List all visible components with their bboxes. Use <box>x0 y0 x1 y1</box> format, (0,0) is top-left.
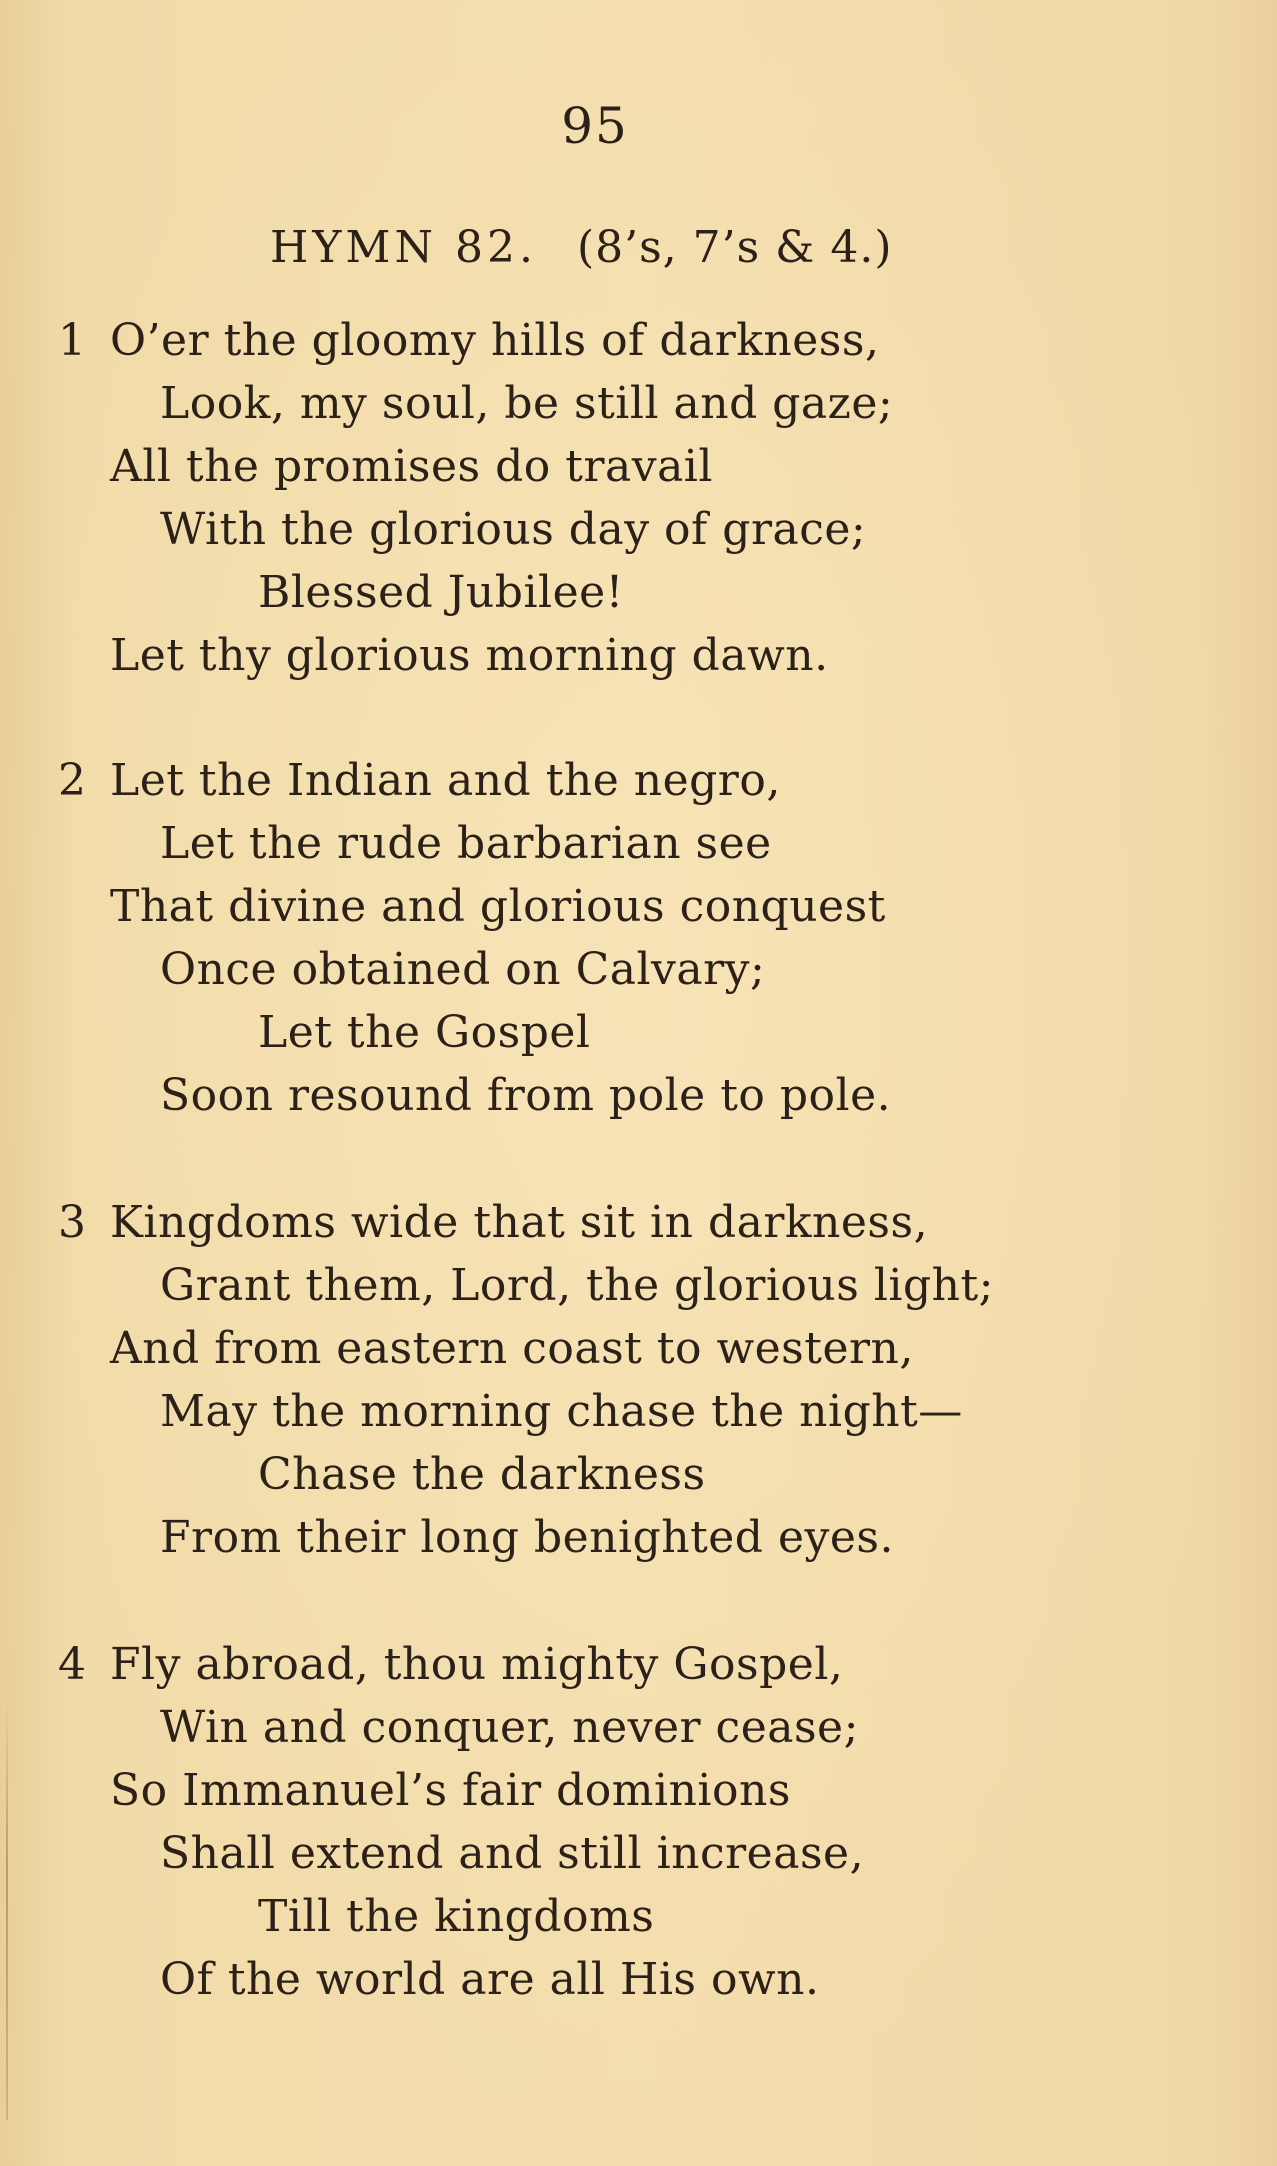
verse-line: Till the kingdoms <box>258 1891 655 1942</box>
verse-number: 2 <box>58 755 86 806</box>
verse-line: Win and conquer, never cease; <box>160 1702 859 1753</box>
page-edge-shadow <box>6 1700 8 2120</box>
verse-line: Kingdoms wide that sit in darkness, <box>110 1197 929 1248</box>
verse-line: With the glorious day of grace; <box>160 504 867 555</box>
verse-line: From their long benighted eyes. <box>160 1512 894 1563</box>
verse-line: Let thy glorious morning dawn. <box>110 630 829 681</box>
hymn-meter: (8’s, 7’s & 4.) <box>576 222 893 273</box>
verse-line: O’er the gloomy hills of darkness, <box>110 315 880 366</box>
verse-number: 1 <box>58 315 86 366</box>
verse-line: Soon resound from pole to pole. <box>160 1070 892 1121</box>
verse-line: That divine and glorious conquest <box>110 881 886 932</box>
verse-line: All the promises do travail <box>110 441 713 492</box>
verse-line: Let the Indian and the negro, <box>110 755 781 806</box>
verse-line: Let the rude barbarian see <box>160 818 772 869</box>
verse-line: Blessed Jubilee! <box>258 567 624 618</box>
verse-line: Look, my soul, be still and gaze; <box>160 378 894 429</box>
page-number: 95 <box>561 97 629 155</box>
hymn-heading <box>270 220 892 276</box>
verse-line: And from eastern coast to western, <box>110 1323 914 1374</box>
verse-line: Once obtained on Calvary; <box>160 944 766 995</box>
verse-line: Shall extend and still increase, <box>160 1828 865 1879</box>
hymn-title: HYMN 82. <box>270 222 537 273</box>
verse-number: 4 <box>58 1639 86 1690</box>
verse-line: Chase the darkness <box>258 1449 706 1500</box>
verse-line: Of the world are all His own. <box>160 1954 820 2005</box>
verse-number: 3 <box>58 1197 86 1248</box>
verse-line: Let the Gospel <box>258 1007 591 1058</box>
verse-line: May the morning chase the night— <box>160 1386 963 1437</box>
verse-line: Fly abroad, thou mighty Gospel, <box>110 1639 844 1690</box>
verse-line: Grant them, Lord, the glorious light; <box>160 1260 994 1311</box>
verse-line: So Immanuel’s fair dominions <box>110 1765 791 1816</box>
